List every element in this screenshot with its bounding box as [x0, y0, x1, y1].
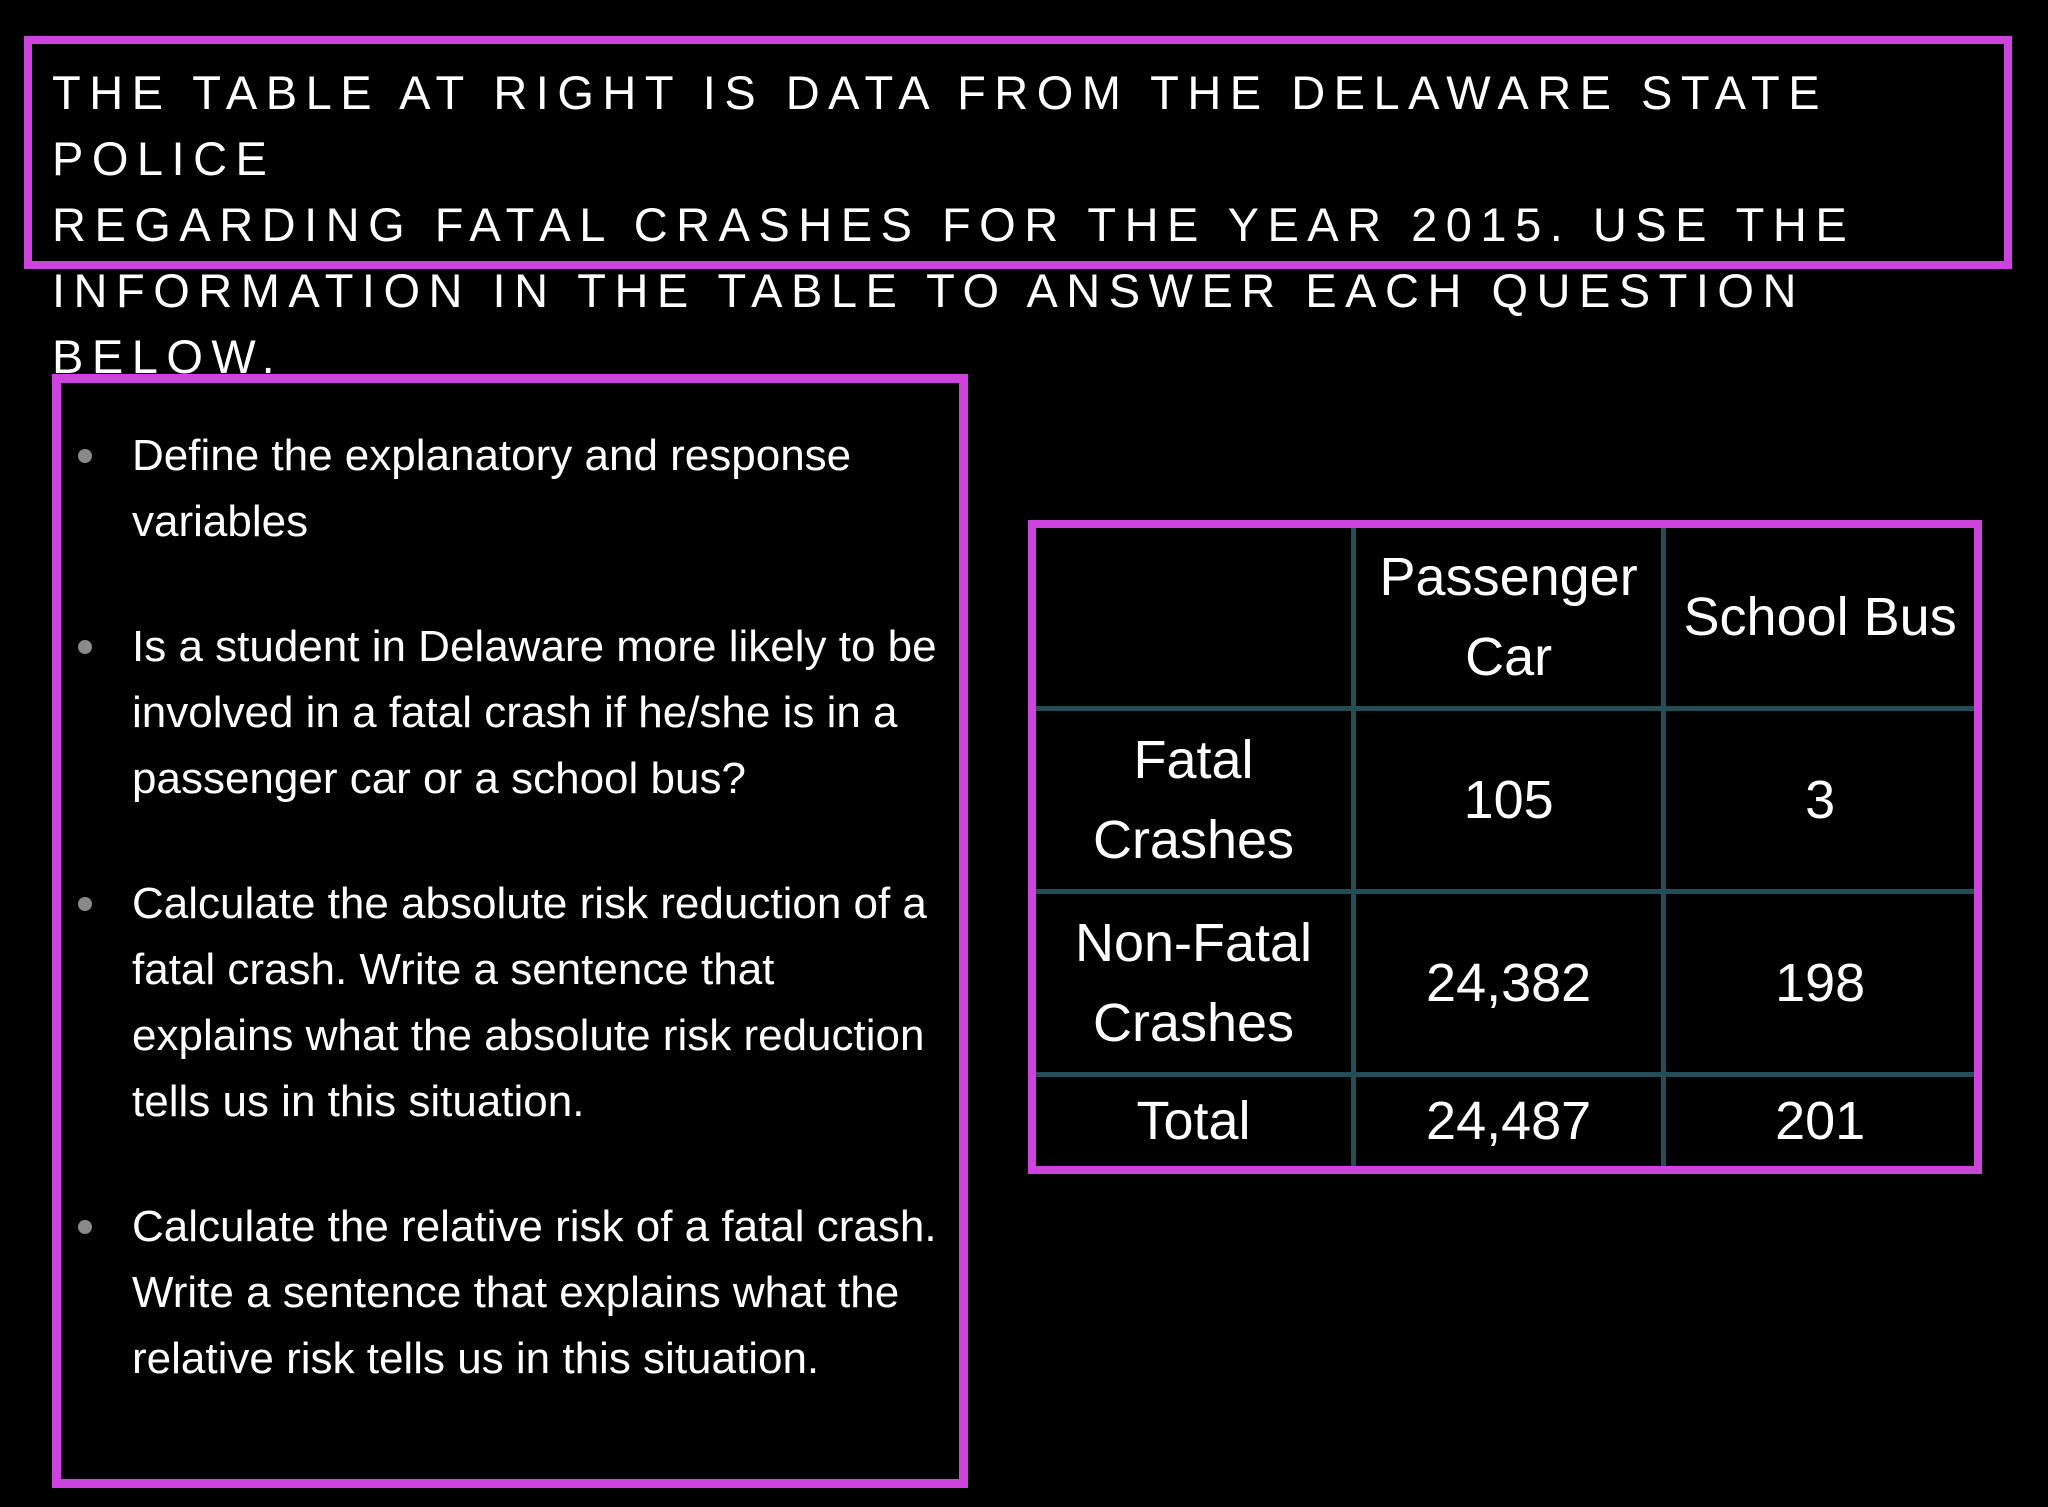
bullet-icon	[78, 640, 92, 654]
crash-data-table	[1028, 520, 1982, 1174]
cell-fatal-passenger-car: 105	[1354, 708, 1664, 891]
row-label-total: Total	[1036, 1074, 1354, 1166]
question-list	[61, 423, 959, 1392]
bullet-icon	[78, 449, 92, 463]
cell-nonfatal-school-bus: 198	[1664, 891, 1974, 1074]
instructions-line-3: INFORMATION IN THE TABLE TO ANSWER EACH QUESTION BELOW.	[52, 264, 1805, 383]
question-item	[61, 614, 959, 812]
table-row	[1036, 891, 1974, 1074]
instructions-line-2: REGARDING FATAL CRASHES FOR THE YEAR 2015. USE THE	[52, 198, 1856, 251]
question-text: Is a student in Delaware more likely to be involved in a fatal crash if he/she is in a passenger car or a school bus?	[132, 622, 937, 803]
cell-fatal-school-bus: 3	[1664, 708, 1974, 891]
question-item	[61, 1194, 959, 1392]
crash-table	[1036, 528, 1974, 1166]
question-text: Calculate the absolute risk reduction of a fatal crash. Write a sentence that explains what the absolute risk reduction tells us in this situation.	[132, 879, 927, 1126]
instructions-text	[52, 60, 2004, 390]
question-item	[61, 871, 959, 1135]
table-row	[1036, 708, 1974, 891]
question-text: Define the explanatory and response variables	[132, 431, 852, 546]
cell-total-passenger-car: 24,487	[1354, 1074, 1664, 1166]
column-header-passenger-car: Passenger Car	[1354, 528, 1664, 708]
question-text: Calculate the relative risk of a fatal crash. Write a sentence that explains what the relative risk tells us in this situation.	[132, 1202, 937, 1383]
instructions-box	[24, 36, 2012, 383]
column-header-school-bus: School Bus	[1664, 528, 1974, 708]
cell-total-school-bus: 201	[1664, 1074, 1974, 1166]
table-row	[1036, 1074, 1974, 1166]
row-label-non-fatal-crashes: Non-Fatal Crashes	[1036, 891, 1354, 1074]
table-corner-cell	[1036, 528, 1354, 708]
bullet-icon	[78, 1220, 92, 1234]
bullet-icon	[78, 897, 92, 911]
table-header-row	[1036, 528, 1974, 708]
question-item	[61, 423, 959, 555]
cell-nonfatal-passenger-car: 24,382	[1354, 891, 1664, 1074]
instructions-line-1: THE TABLE AT RIGHT IS DATA FROM THE DELAWARE STATE POLICE	[52, 66, 1829, 185]
questions-box	[52, 374, 968, 1488]
row-label-fatal-crashes: Fatal Crashes	[1036, 708, 1354, 891]
